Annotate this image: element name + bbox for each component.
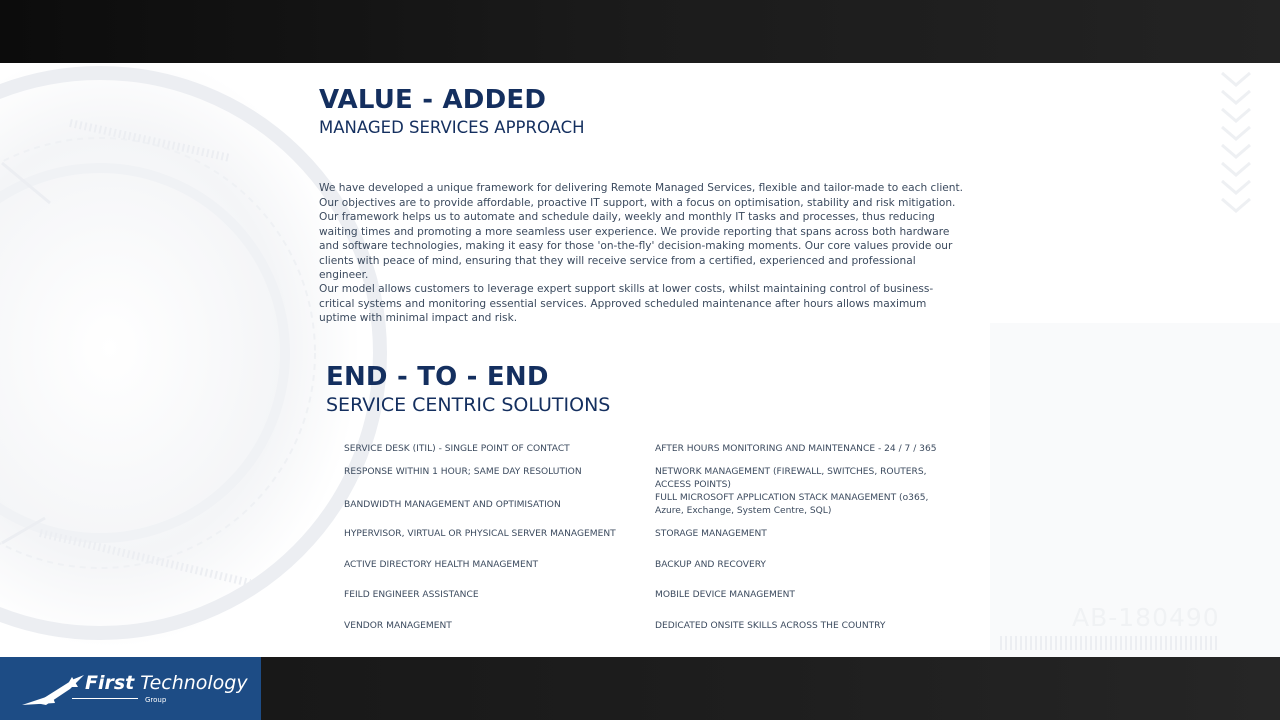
- managed-services-subtitle: MANAGED SERVICES APPROACH: [319, 118, 585, 137]
- watermark-code: AB-180490: [1072, 603, 1220, 632]
- service-item: BACKUP AND RECOVERY: [655, 560, 766, 570]
- slide-content: [0, 63, 1280, 657]
- intro-paragraph: We have developed a unique framework for delivering Remote Managed Services, flexible and tailor-made to each client. Our objectives are to provide affordable, proactive IT support, with a focus on optimisation, stability and risk mitigation. Our framework helps us to automate and schedule daily, weekly and monthly IT tasks and processes, thus reducing waiting times and promoting a more seamless user experience. We provide reporting that spans across both hardware and software technologies, making it easy for those 'on-the-fly' decision-making moments. Our core values provide our clients with peace of mind, ensuring that they will receive service from a certified, experienced and professional engineer.: [319, 182, 964, 281]
- service-item: VENDOR MANAGEMENT: [344, 621, 452, 631]
- value-added-title: VALUE - ADDED: [319, 85, 547, 115]
- service-item: DEDICATED ONSITE SKILLS ACROSS THE COUNTRY: [655, 621, 886, 631]
- service-item: MOBILE DEVICE MANAGEMENT: [655, 590, 795, 600]
- logo-wordmark: [85, 674, 248, 693]
- service-item: SERVICE DESK (ITIL) - SINGLE POINT OF CONTACT: [344, 444, 570, 454]
- service-item: STORAGE MANAGEMENT: [655, 529, 767, 539]
- end-to-end-title: END - TO - END: [326, 362, 549, 392]
- service-item: FEILD ENGINEER ASSISTANCE: [344, 590, 479, 600]
- model-paragraph: Our model allows customers to leverage expert support skills at lower costs, whilst maintaining control of business-critical systems and monitoring essential services. Approved scheduled maintenance after hours allows maximum uptime with minimal impact and risk.: [319, 283, 934, 324]
- service-item: FULL MICROSOFT APPLICATION STACK MANAGEMENT (o365, Azure, Exchange, System Centre, SQL): [655, 493, 929, 516]
- service-item: ACTIVE DIRECTORY HEALTH MANAGEMENT: [344, 560, 539, 570]
- service-centric-subtitle: SERVICE CENTRIC SOLUTIONS: [326, 394, 611, 416]
- service-item: HYPERVISOR, VIRTUAL OR PHYSICAL SERVER MANAGEMENT: [344, 529, 616, 539]
- service-item: BANDWIDTH MANAGEMENT AND OPTIMISATION: [344, 500, 561, 510]
- swoosh-icon: [22, 673, 84, 707]
- service-item: RESPONSE WITHIN 1 HOUR; SAME DAY RESOLUTION: [344, 467, 582, 477]
- logo-brand-bold: First: [85, 672, 135, 694]
- logo-underline: [72, 698, 138, 699]
- top-dark-band: [0, 0, 1280, 63]
- slide-canvas: [0, 63, 1280, 657]
- service-item: NETWORK MANAGEMENT (FIREWALL, SWITCHES, ROUTERS, ACCESS POINTS): [655, 467, 927, 490]
- service-item: AFTER HOURS MONITORING AND MAINTENANCE - 24 / 7 / 365: [655, 444, 937, 454]
- logo-brand-rest: Technology: [134, 672, 248, 694]
- company-logo: [0, 657, 261, 720]
- logo-group-label: Group: [145, 696, 167, 704]
